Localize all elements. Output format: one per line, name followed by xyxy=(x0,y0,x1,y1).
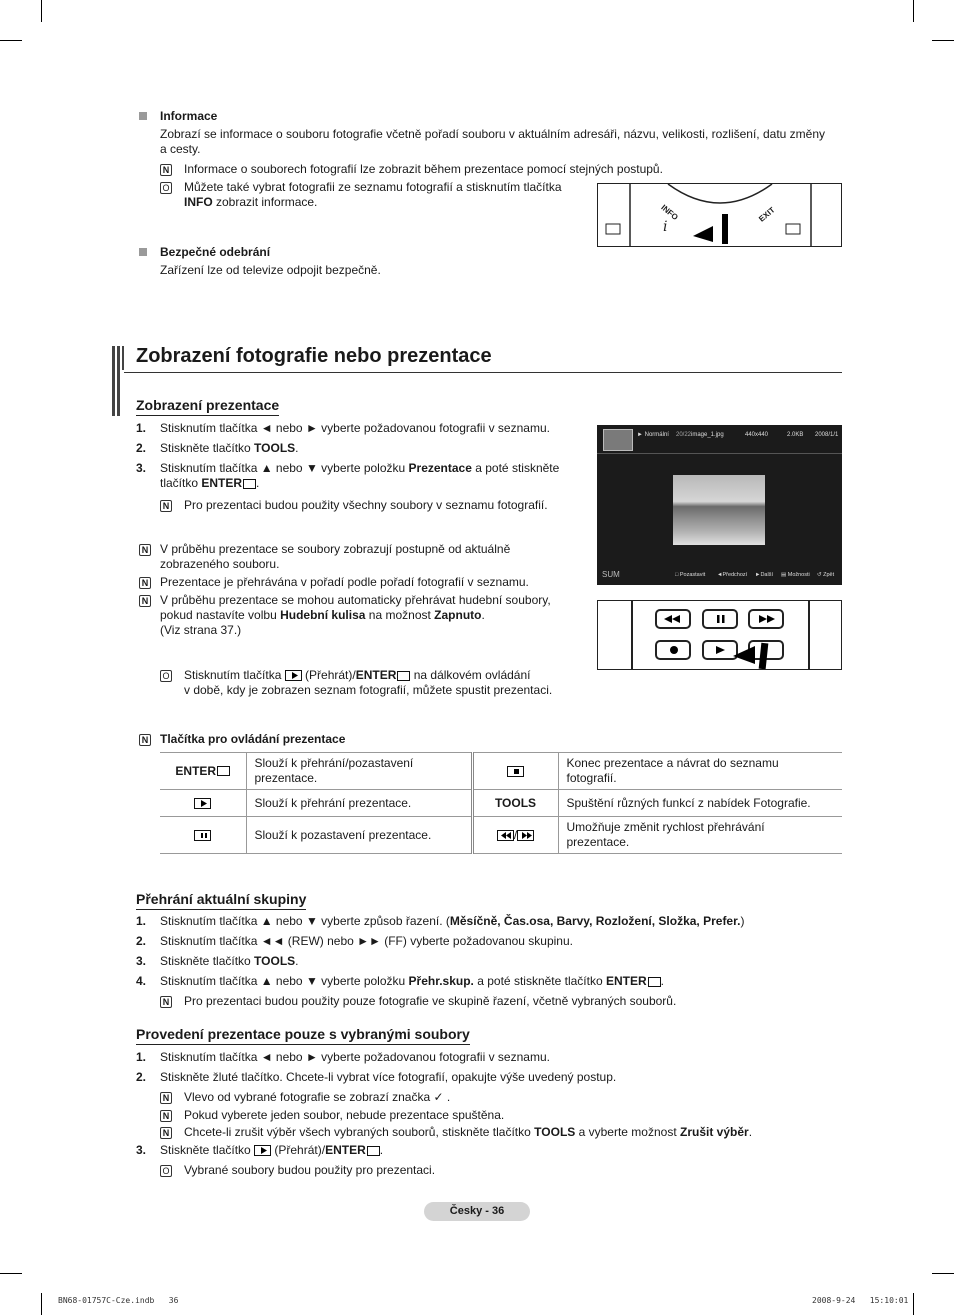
table-desc-cell xyxy=(558,790,842,817)
ff-icon xyxy=(517,830,534,841)
pointer-arrow xyxy=(598,601,842,670)
informace-tip-rest: zobrazit informace. xyxy=(212,195,318,209)
table-desc-cell xyxy=(558,753,842,790)
title-bar-decoration xyxy=(112,346,115,416)
table-desc-cell xyxy=(558,817,842,854)
controls-title: Tlačítka pro ovládání prezentace xyxy=(160,732,346,746)
prezentace-tip-line1 xyxy=(184,668,530,683)
tip-text3: na dálkovém ovládání xyxy=(410,668,531,682)
step2-end: . xyxy=(295,441,299,455)
screen-btn-pause: □ Pozastavit xyxy=(675,572,706,578)
folder-thumb-icon xyxy=(603,429,633,451)
hudebni-kulisa: Hudební kulisa xyxy=(280,608,366,622)
step-number: 3. xyxy=(136,954,147,968)
prezentace-note3-line3: (Viz strana 37.) xyxy=(160,623,242,637)
step-number: 2. xyxy=(136,441,147,455)
controls-table xyxy=(160,752,842,854)
step-number: 2. xyxy=(136,934,147,948)
screen-mode: ► Normální xyxy=(637,432,669,438)
desc-line: Umožňuje změnit rychlost přehrávání xyxy=(566,820,765,834)
n3-text2: a vyberte možnost xyxy=(575,1125,680,1139)
note-icon: N xyxy=(160,1110,172,1122)
table-key-cell xyxy=(472,790,558,817)
tip-icon: O xyxy=(160,182,172,194)
bezpecne-title: Bezpečné odebrání xyxy=(160,245,271,259)
crop-mark xyxy=(41,1293,42,1315)
s4-end: . xyxy=(660,974,664,988)
remote-info-exit-image xyxy=(597,183,842,247)
step2-text: Stiskněte tlačítko xyxy=(160,441,255,455)
bullet-square xyxy=(139,112,147,120)
prezentace-option: Prezentace xyxy=(408,461,472,475)
enter-key: ENTER xyxy=(175,763,217,778)
info-key-label: INFO xyxy=(659,202,680,223)
bullet-square xyxy=(139,248,147,256)
title-bar-decoration xyxy=(122,346,124,370)
vybrane-note1: Vlevo od vybrané fotografie se zobrazí značka ✓ . xyxy=(184,1090,451,1104)
vybrane-note2: Pokud vyberete jeden soubor, nebude prezentace spuštěna. xyxy=(184,1108,505,1122)
title-bar-decoration xyxy=(117,346,120,416)
s3-text: Stiskněte tlačítko xyxy=(160,954,255,968)
prezentace-note1-line2: zobrazeného souboru. xyxy=(160,557,280,571)
s3-end: . xyxy=(295,954,299,968)
prezentace-step2 xyxy=(160,441,299,456)
bezpecne-body: Zařízení lze od televize odpojit bezpečně. xyxy=(160,263,381,277)
note-icon: N xyxy=(160,1092,172,1104)
screen-btn-next: ►Další xyxy=(755,572,773,578)
prezentace-step1: Stisknutím tlačítka ◄ nebo ► vyberte požadovanou fotografii v seznamu. xyxy=(160,421,550,435)
informace-body-line1: Zobrazí se informace o souboru fotografie včetně pořadí souboru v aktuálním adresáři, názvu, velikosti, rozlišení, datu změny xyxy=(160,127,826,141)
exit-key-label: EXIT xyxy=(757,205,777,224)
step3-line2-text: tlačítko xyxy=(160,476,202,490)
enter-icon xyxy=(243,479,256,489)
page-title: Zobrazení fotografie nebo prezentace xyxy=(136,345,492,367)
tip-icon: O xyxy=(160,1165,172,1177)
prezentace-step3-line1 xyxy=(160,461,559,476)
prezentace-note-all: Pro prezentaci budou použity všechny soubory v seznamu fotografií. xyxy=(184,498,548,512)
sort-options: Měsíčně, Čas.osa, Barvy, Rozložení, Složka, Prefer. xyxy=(449,914,741,928)
table-desc-cell xyxy=(246,790,472,817)
s1-end: ) xyxy=(740,914,745,928)
vybrane-step3 xyxy=(160,1143,383,1158)
n3-text: pokud nastavíte volbu xyxy=(160,608,281,622)
section-heading-vybrane: Provedení prezentace pouze s vybranými soubory xyxy=(136,1025,470,1045)
remote-playback-image xyxy=(597,600,842,670)
informace-note: Informace o souborech fotografií lze zobrazit během prezentace pomocí stejných postupů. xyxy=(184,162,663,176)
table-row xyxy=(160,753,842,790)
table-key-cell xyxy=(160,790,246,817)
table-desc-cell xyxy=(246,753,472,790)
desc-line: prezentace. xyxy=(566,835,630,849)
note-icon: N xyxy=(160,500,172,512)
vybrane-tip: Vybrané soubory budou použity pro prezentaci. xyxy=(184,1163,436,1177)
crop-mark xyxy=(913,0,914,22)
informace-tip-line2 xyxy=(184,195,317,210)
prezentace-note1-line1: V průběhu prezentace se soubory zobrazují postupně od aktuálně xyxy=(160,542,511,556)
n3-text2: na možnost xyxy=(365,608,435,622)
footer-right: 2008-9-24 15:10:01 xyxy=(812,1296,909,1305)
page-number-badge xyxy=(424,1202,530,1221)
tools-key: TOOLS xyxy=(254,954,296,968)
desc-line: Spuštění různých funkcí z nabídek Fotografie. xyxy=(566,795,811,810)
header-divider xyxy=(597,453,842,454)
section-heading-prezentace: Zobrazení prezentace xyxy=(136,396,279,416)
photo-preview xyxy=(673,475,765,545)
step-number: 3. xyxy=(136,1143,147,1157)
enter-key: ENTER xyxy=(325,1143,366,1157)
step-number: 2. xyxy=(136,1070,147,1084)
step-number: 4. xyxy=(136,974,147,988)
desc-line: fotografií. xyxy=(566,771,617,785)
vybrane-note3 xyxy=(184,1125,752,1140)
screen-date: 2008/1/1 xyxy=(815,432,839,438)
pause-label: Pozastavit xyxy=(679,572,706,578)
s1-text: Stisknutím tlačítka ▲ nebo ▼ vyberte způsob řazení. ( xyxy=(160,914,450,928)
screen-device: SUM xyxy=(602,570,620,579)
vybrane-step2: Stiskněte žluté tlačítko. Chcete-li vybrat více fotografií, opakujte výše uvedený postup. xyxy=(160,1070,617,1084)
enter-key: ENTER xyxy=(605,974,647,988)
screen-size: 2.0KB xyxy=(787,432,804,438)
enter-icon xyxy=(397,671,410,681)
table-desc-cell xyxy=(246,817,472,854)
desc-line: prezentace. xyxy=(254,771,318,785)
screen-resolution: 440x440 xyxy=(745,432,769,438)
table-row xyxy=(160,790,842,817)
crop-mark xyxy=(932,40,954,41)
tip-text2: (Přehrát)/ xyxy=(301,668,356,682)
prezentace-tip-line2: v době, kdy je zobrazen seznam fotografií, můžete spustit prezentaci. xyxy=(184,683,553,697)
enter-icon xyxy=(367,1146,380,1156)
tv-screen-image xyxy=(597,425,842,585)
screen-btn-options: ▤ Možnosti xyxy=(781,572,810,578)
note-icon: N xyxy=(160,996,172,1008)
n3-end: . xyxy=(481,608,485,622)
note-icon: N xyxy=(139,544,151,556)
play-icon xyxy=(254,1145,271,1156)
desc-line: Slouží k přehrání/pozastavení xyxy=(254,756,414,770)
vybrane-step1: Stisknutím tlačítka ◄ nebo ► vyberte požadovanou fotografii v seznamu. xyxy=(160,1050,550,1064)
page-number-label: Česky - 36 xyxy=(449,1205,505,1217)
enter-icon xyxy=(648,977,661,987)
title-underline xyxy=(124,372,842,373)
crop-mark xyxy=(913,1293,914,1315)
back-label: Zpět xyxy=(823,572,835,578)
step3-text-end: a poté stiskněte xyxy=(471,461,560,475)
table-key-cell xyxy=(160,817,246,854)
note-icon: N xyxy=(139,595,151,607)
crop-mark xyxy=(0,40,22,41)
options-label: Možnosti xyxy=(787,572,810,578)
enter-key: ENTER xyxy=(355,668,397,682)
screen-counter: 20/22 xyxy=(676,432,692,438)
desc-line: Slouží k pozastavení prezentace. xyxy=(254,827,432,842)
step-number: 3. xyxy=(136,461,147,475)
skupina-step1 xyxy=(160,914,744,929)
screen-btn-back: ↺ Zpět xyxy=(817,572,835,578)
s4-text2: a poté stiskněte tlačítko xyxy=(473,974,606,988)
prezentace-note3-line1: V průběhu prezentace se mohou automaticky přehrávat hudební soubory, xyxy=(160,593,551,607)
step3-text: Stisknutím tlačítka ▲ nebo ▼ vyberte položku xyxy=(160,461,409,475)
tools-key: TOOLS xyxy=(534,1125,576,1139)
table-key-cell xyxy=(472,753,558,790)
prehr-skup: Přehr.skup. xyxy=(408,974,474,988)
crop-mark xyxy=(41,0,42,22)
tip-text: Stisknutím tlačítka xyxy=(184,668,285,682)
step-number: 1. xyxy=(136,421,147,435)
zapnuto: Zapnuto xyxy=(434,608,482,622)
note-icon: N xyxy=(160,1127,172,1139)
svg-text:i: i xyxy=(663,219,668,235)
enter-key: ENTER xyxy=(201,476,243,490)
tools-key: TOOLS xyxy=(254,441,296,455)
prezentace-note2: Prezentace je přehrávána v pořadí podle pořadí fotografií v seznamu. xyxy=(160,575,529,589)
tools-key: TOOLS xyxy=(494,795,537,810)
n3-end: . xyxy=(748,1125,753,1139)
play-icon xyxy=(285,670,302,681)
step-number: 1. xyxy=(136,914,147,928)
step-number: 1. xyxy=(136,1050,147,1064)
prezentace-step3-line2 xyxy=(160,476,259,491)
enter-icon xyxy=(217,766,230,776)
informace-title: Informace xyxy=(160,109,218,123)
stop-icon xyxy=(507,766,524,777)
footer-left: BN68-01757C-Cze.indb 36 xyxy=(58,1296,179,1305)
s3-text2: (Přehrát)/ xyxy=(271,1143,326,1157)
s3-text: Stiskněte tlačítko xyxy=(160,1143,255,1157)
screen-filename: image_1.jpg xyxy=(691,432,724,438)
informace-body-line2: a cesty. xyxy=(160,142,201,156)
desc-line: Konec prezentace a návrat do seznamu xyxy=(566,756,779,770)
screen-btn-prev: ◄Předchozí xyxy=(717,572,748,578)
desc-line: Slouží k přehrání prezentace. xyxy=(254,795,412,810)
note-icon: N xyxy=(160,164,172,176)
note-icon: N xyxy=(139,734,151,746)
play-icon xyxy=(194,798,211,809)
zrusit-vyber: Zrušit výběr xyxy=(680,1125,749,1139)
tip-icon: O xyxy=(160,670,172,682)
crop-mark xyxy=(932,1273,954,1274)
prezentace-note3-line2 xyxy=(160,608,485,623)
table-key-cell xyxy=(160,753,246,790)
table-key-cell: / xyxy=(472,817,558,854)
pause-icon xyxy=(194,830,211,841)
s3-end: . xyxy=(379,1143,384,1157)
remote-body-svg xyxy=(598,184,842,247)
crop-mark xyxy=(0,1273,22,1274)
skupina-step3 xyxy=(160,954,299,969)
skupina-step2: Stisknutím tlačítka ◄◄ (REW) nebo ►► (FF) vyberte požadovanou skupinu. xyxy=(160,934,573,948)
rew-icon xyxy=(497,830,514,841)
section-heading-skupina: Přehrání aktuální skupiny xyxy=(136,890,306,910)
n3-text: Chcete-li zrušit výběr všech vybraných souborů, stiskněte tlačítko xyxy=(184,1125,535,1139)
skupina-step4 xyxy=(160,974,664,989)
info-key: INFO xyxy=(184,195,213,209)
s4-text: Stisknutím tlačítka ▲ nebo ▼ vyberte položku xyxy=(160,974,409,988)
note-icon: N xyxy=(139,577,151,589)
skupina-note: Pro prezentaci budou použity pouze fotografie ve skupině řazení, včetně vybraných souborů. xyxy=(184,994,677,1008)
informace-tip-line1: Můžete také vybrat fotografii ze seznamu fotografií a stisknutím tlačítka xyxy=(184,180,562,194)
step3-line2-end: . xyxy=(256,476,260,490)
table-row xyxy=(160,817,842,854)
